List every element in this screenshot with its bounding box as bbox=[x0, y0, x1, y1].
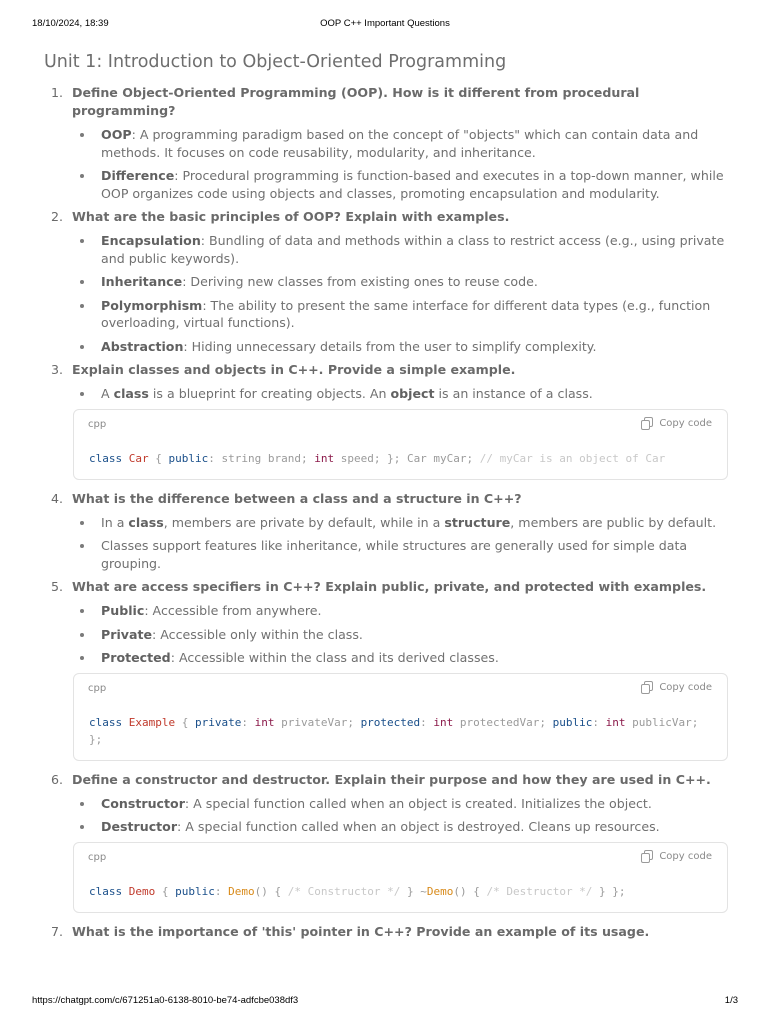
bullet-dot bbox=[80, 825, 84, 829]
bullet-text: : Accessible only within the class. bbox=[152, 626, 363, 642]
question-text: What are access specifiers in C++? Explain public, private, and protected with examples. bbox=[72, 579, 707, 594]
bullet-text: A bbox=[101, 386, 114, 401]
question-heading bbox=[44, 923, 728, 941]
question-text: What are the basic principles of OOP? Explain with examples. bbox=[72, 209, 510, 224]
code-token: } ~ bbox=[400, 884, 427, 898]
question-number: 2. bbox=[51, 209, 64, 224]
bold-term: class bbox=[113, 386, 149, 401]
bullet-text: : A special function called when an object is created. Initializes the object. bbox=[184, 795, 652, 811]
code-token bbox=[122, 885, 129, 898]
bullet-dot bbox=[80, 133, 84, 137]
print-footer bbox=[32, 995, 738, 1007]
question-heading bbox=[44, 490, 728, 508]
code-block bbox=[73, 842, 728, 913]
code-header bbox=[74, 843, 727, 873]
code-text bbox=[74, 440, 727, 479]
question-item bbox=[44, 84, 728, 202]
print-url: https://chatgpt.com/c/671251a0-6138-8010-be74-adfcbe038df3 bbox=[32, 995, 299, 1006]
list-item bbox=[44, 626, 728, 644]
document-content bbox=[44, 50, 728, 941]
copy-code-button[interactable] bbox=[641, 417, 712, 430]
bullet-text: : A programming paradigm based on the concept of "objects" which can contain data and methods. It focuses on code reusability, modularity, and inheritance. bbox=[101, 127, 699, 160]
code-token: () { bbox=[254, 884, 288, 898]
bold-term: structure bbox=[444, 514, 511, 530]
bold-term: Private bbox=[101, 626, 153, 642]
question-text: What is the importance of 'this' pointer in C++? Provide an example of its usage. bbox=[72, 923, 650, 939]
code-token bbox=[122, 716, 129, 729]
code-language-label: cpp bbox=[88, 682, 107, 694]
question-text: Define Object-Oriented Programming (OOP). How is it different from procedural programming? bbox=[72, 85, 640, 118]
bullet-dot bbox=[80, 633, 84, 637]
code-token: Car bbox=[128, 451, 149, 465]
print-title: OOP C++ Important Questions bbox=[320, 18, 450, 29]
bullet-dot bbox=[80, 239, 84, 243]
print-datetime: 18/10/2024, 18:39 bbox=[32, 18, 109, 29]
bold-term: Polymorphism bbox=[101, 297, 203, 313]
print-header bbox=[32, 18, 738, 30]
bullet-list bbox=[44, 514, 728, 573]
code-token: public bbox=[175, 884, 215, 898]
code-token: : bbox=[241, 715, 255, 729]
code-token: { bbox=[175, 715, 195, 729]
bullet-text: : Accessible from anywhere. bbox=[144, 603, 322, 618]
list-item bbox=[44, 514, 728, 532]
code-token: privateVar; bbox=[274, 715, 361, 729]
code-token: } }; bbox=[592, 884, 626, 898]
code-token: Demo bbox=[426, 884, 454, 898]
code-token: /* Constructor */ bbox=[287, 884, 401, 898]
bold-term: class bbox=[128, 514, 164, 530]
bullet-dot bbox=[80, 521, 84, 525]
copy-icon bbox=[641, 850, 653, 863]
code-token: : bbox=[592, 715, 606, 729]
question-text: Define a constructor and destructor. Explain their purpose and how they are used in C++. bbox=[72, 771, 711, 787]
bullet-text: In a bbox=[101, 514, 129, 530]
list-item bbox=[44, 297, 728, 332]
question-number: 1. bbox=[51, 85, 64, 100]
question-number: 7. bbox=[51, 923, 64, 939]
bullet-text: : Procedural programming is function-based and executes in a top-down manner, while OOP organizes code using objects and classes, promoting encapsulation and modularity. bbox=[101, 168, 724, 201]
bullet-text: : Bundling of data and methods within a class to restrict access (e.g., using private and public keywords). bbox=[101, 233, 725, 266]
code-token: protectedVar; bbox=[453, 715, 553, 729]
question-text: Explain classes and objects in C++. Provide a simple example. bbox=[72, 362, 516, 377]
question-item bbox=[44, 771, 728, 913]
code-header bbox=[74, 410, 727, 440]
question-item bbox=[44, 490, 728, 573]
code-block bbox=[73, 409, 728, 480]
copy-icon bbox=[641, 681, 653, 694]
bullet-dot bbox=[80, 609, 84, 613]
code-token: { bbox=[155, 884, 176, 898]
list-item bbox=[44, 273, 728, 291]
unit-title: Unit 1: Introduction to Object-Oriented Programming bbox=[44, 52, 507, 72]
code-token: int bbox=[605, 715, 626, 729]
bold-term: Constructor bbox=[101, 795, 185, 811]
question-heading bbox=[44, 361, 728, 379]
list-item bbox=[44, 649, 728, 667]
list-item bbox=[44, 126, 728, 161]
question-number: 3. bbox=[51, 362, 64, 377]
code-token bbox=[122, 452, 129, 465]
code-token: protected bbox=[360, 715, 421, 729]
question-item bbox=[44, 208, 728, 355]
bold-term: Inheritance bbox=[101, 274, 183, 289]
bullet-dot bbox=[80, 544, 84, 548]
list-item bbox=[44, 338, 728, 356]
list-item bbox=[44, 795, 728, 813]
code-token: speed; }; Car myCar; bbox=[334, 451, 480, 465]
bullet-text: is an instance of a class. bbox=[434, 386, 593, 401]
question-heading bbox=[44, 208, 728, 226]
code-token: // myCar is an object of Car bbox=[479, 451, 666, 465]
bold-term: Encapsulation bbox=[101, 233, 201, 248]
copy-code-button[interactable] bbox=[641, 681, 712, 694]
code-token: public bbox=[552, 715, 593, 729]
bold-term: Public bbox=[101, 603, 145, 618]
list-item bbox=[44, 232, 728, 267]
question-heading bbox=[44, 84, 728, 120]
bullet-text: is a blueprint for creating objects. An bbox=[148, 386, 391, 401]
code-token: Demo bbox=[128, 884, 156, 898]
list-item bbox=[44, 385, 728, 403]
bold-term: OOP bbox=[101, 127, 132, 142]
code-token: class bbox=[89, 884, 123, 898]
bullet-dot bbox=[80, 280, 84, 284]
question-text: What is the difference between a class and a structure in C++? bbox=[72, 490, 522, 506]
code-token: : string brand; bbox=[208, 451, 315, 465]
question-number: 5. bbox=[51, 579, 64, 594]
code-token: : bbox=[214, 884, 229, 898]
bold-term: Abstraction bbox=[101, 338, 184, 354]
code-token: class bbox=[89, 715, 123, 729]
question-item bbox=[44, 578, 728, 761]
bold-term: Destructor bbox=[101, 819, 178, 834]
bullet-text: : The ability to present the same interface for different data types (e.g., function overloading, virtual functions). bbox=[101, 297, 711, 330]
bullet-dot bbox=[80, 392, 84, 396]
code-token: Example bbox=[128, 715, 176, 729]
copy-code-label: Copy code bbox=[659, 417, 712, 429]
code-token: public bbox=[168, 451, 209, 465]
bullet-text: : Deriving new classes from existing ones to reuse code. bbox=[182, 274, 538, 289]
question-list bbox=[44, 84, 728, 941]
code-token: { bbox=[148, 451, 169, 465]
code-token: /* Destructor */ bbox=[486, 884, 593, 898]
copy-code-label: Copy code bbox=[659, 850, 712, 862]
bold-term: Protected bbox=[101, 650, 171, 665]
code-block bbox=[73, 673, 728, 761]
code-token: int bbox=[314, 451, 335, 465]
bullet-dot bbox=[80, 174, 84, 178]
bullet-list bbox=[44, 232, 728, 355]
bullet-list bbox=[44, 602, 728, 667]
bullet-text: , members are public by default. bbox=[510, 514, 717, 530]
code-token: class bbox=[89, 451, 123, 465]
code-header bbox=[74, 674, 727, 704]
question-item bbox=[44, 923, 728, 941]
bullet-list bbox=[44, 385, 728, 403]
code-token: : bbox=[420, 715, 434, 729]
code-token: private bbox=[194, 715, 242, 729]
copy-icon bbox=[641, 417, 653, 430]
bullet-text: , members are private by default, while in a bbox=[163, 514, 445, 530]
bullet-list bbox=[44, 126, 728, 202]
question-heading bbox=[44, 771, 728, 789]
code-language-label: cpp bbox=[88, 418, 107, 430]
code-token: publicVar; }; bbox=[89, 715, 705, 746]
bullet-dot bbox=[80, 802, 84, 806]
bullet-text: Classes support features like inheritance, while structures are generally used for simple data grouping. bbox=[101, 538, 688, 571]
code-token: int bbox=[433, 715, 454, 729]
bullet-text: : Hiding unnecessary details from the user to simplify complexity. bbox=[183, 338, 597, 354]
copy-code-label: Copy code bbox=[659, 681, 712, 693]
question-number: 6. bbox=[51, 771, 64, 787]
page-number: 1/3 bbox=[724, 995, 738, 1006]
list-item bbox=[44, 818, 728, 836]
code-token: () { bbox=[453, 884, 487, 898]
question-number: 4. bbox=[51, 490, 64, 506]
bullet-text: : Accessible within the class and its derived classes. bbox=[170, 650, 499, 665]
question-item bbox=[44, 361, 728, 480]
code-token: Demo bbox=[228, 884, 255, 898]
bold-term: object bbox=[390, 386, 435, 401]
bullet-dot bbox=[80, 345, 84, 349]
code-token: int bbox=[254, 715, 275, 729]
bullet-list bbox=[44, 795, 728, 836]
code-text bbox=[74, 873, 727, 912]
bullet-dot bbox=[80, 656, 84, 660]
list-item bbox=[44, 602, 728, 620]
list-item bbox=[44, 537, 728, 572]
code-language-label: cpp bbox=[88, 851, 107, 863]
bullet-dot bbox=[80, 304, 84, 308]
list-item bbox=[44, 167, 728, 202]
copy-code-button[interactable] bbox=[641, 850, 712, 863]
bold-term: Difference bbox=[101, 168, 175, 183]
question-heading bbox=[44, 578, 728, 596]
code-text bbox=[74, 704, 727, 760]
bullet-text: : A special function called when an object is destroyed. Cleans up resources. bbox=[177, 819, 660, 834]
